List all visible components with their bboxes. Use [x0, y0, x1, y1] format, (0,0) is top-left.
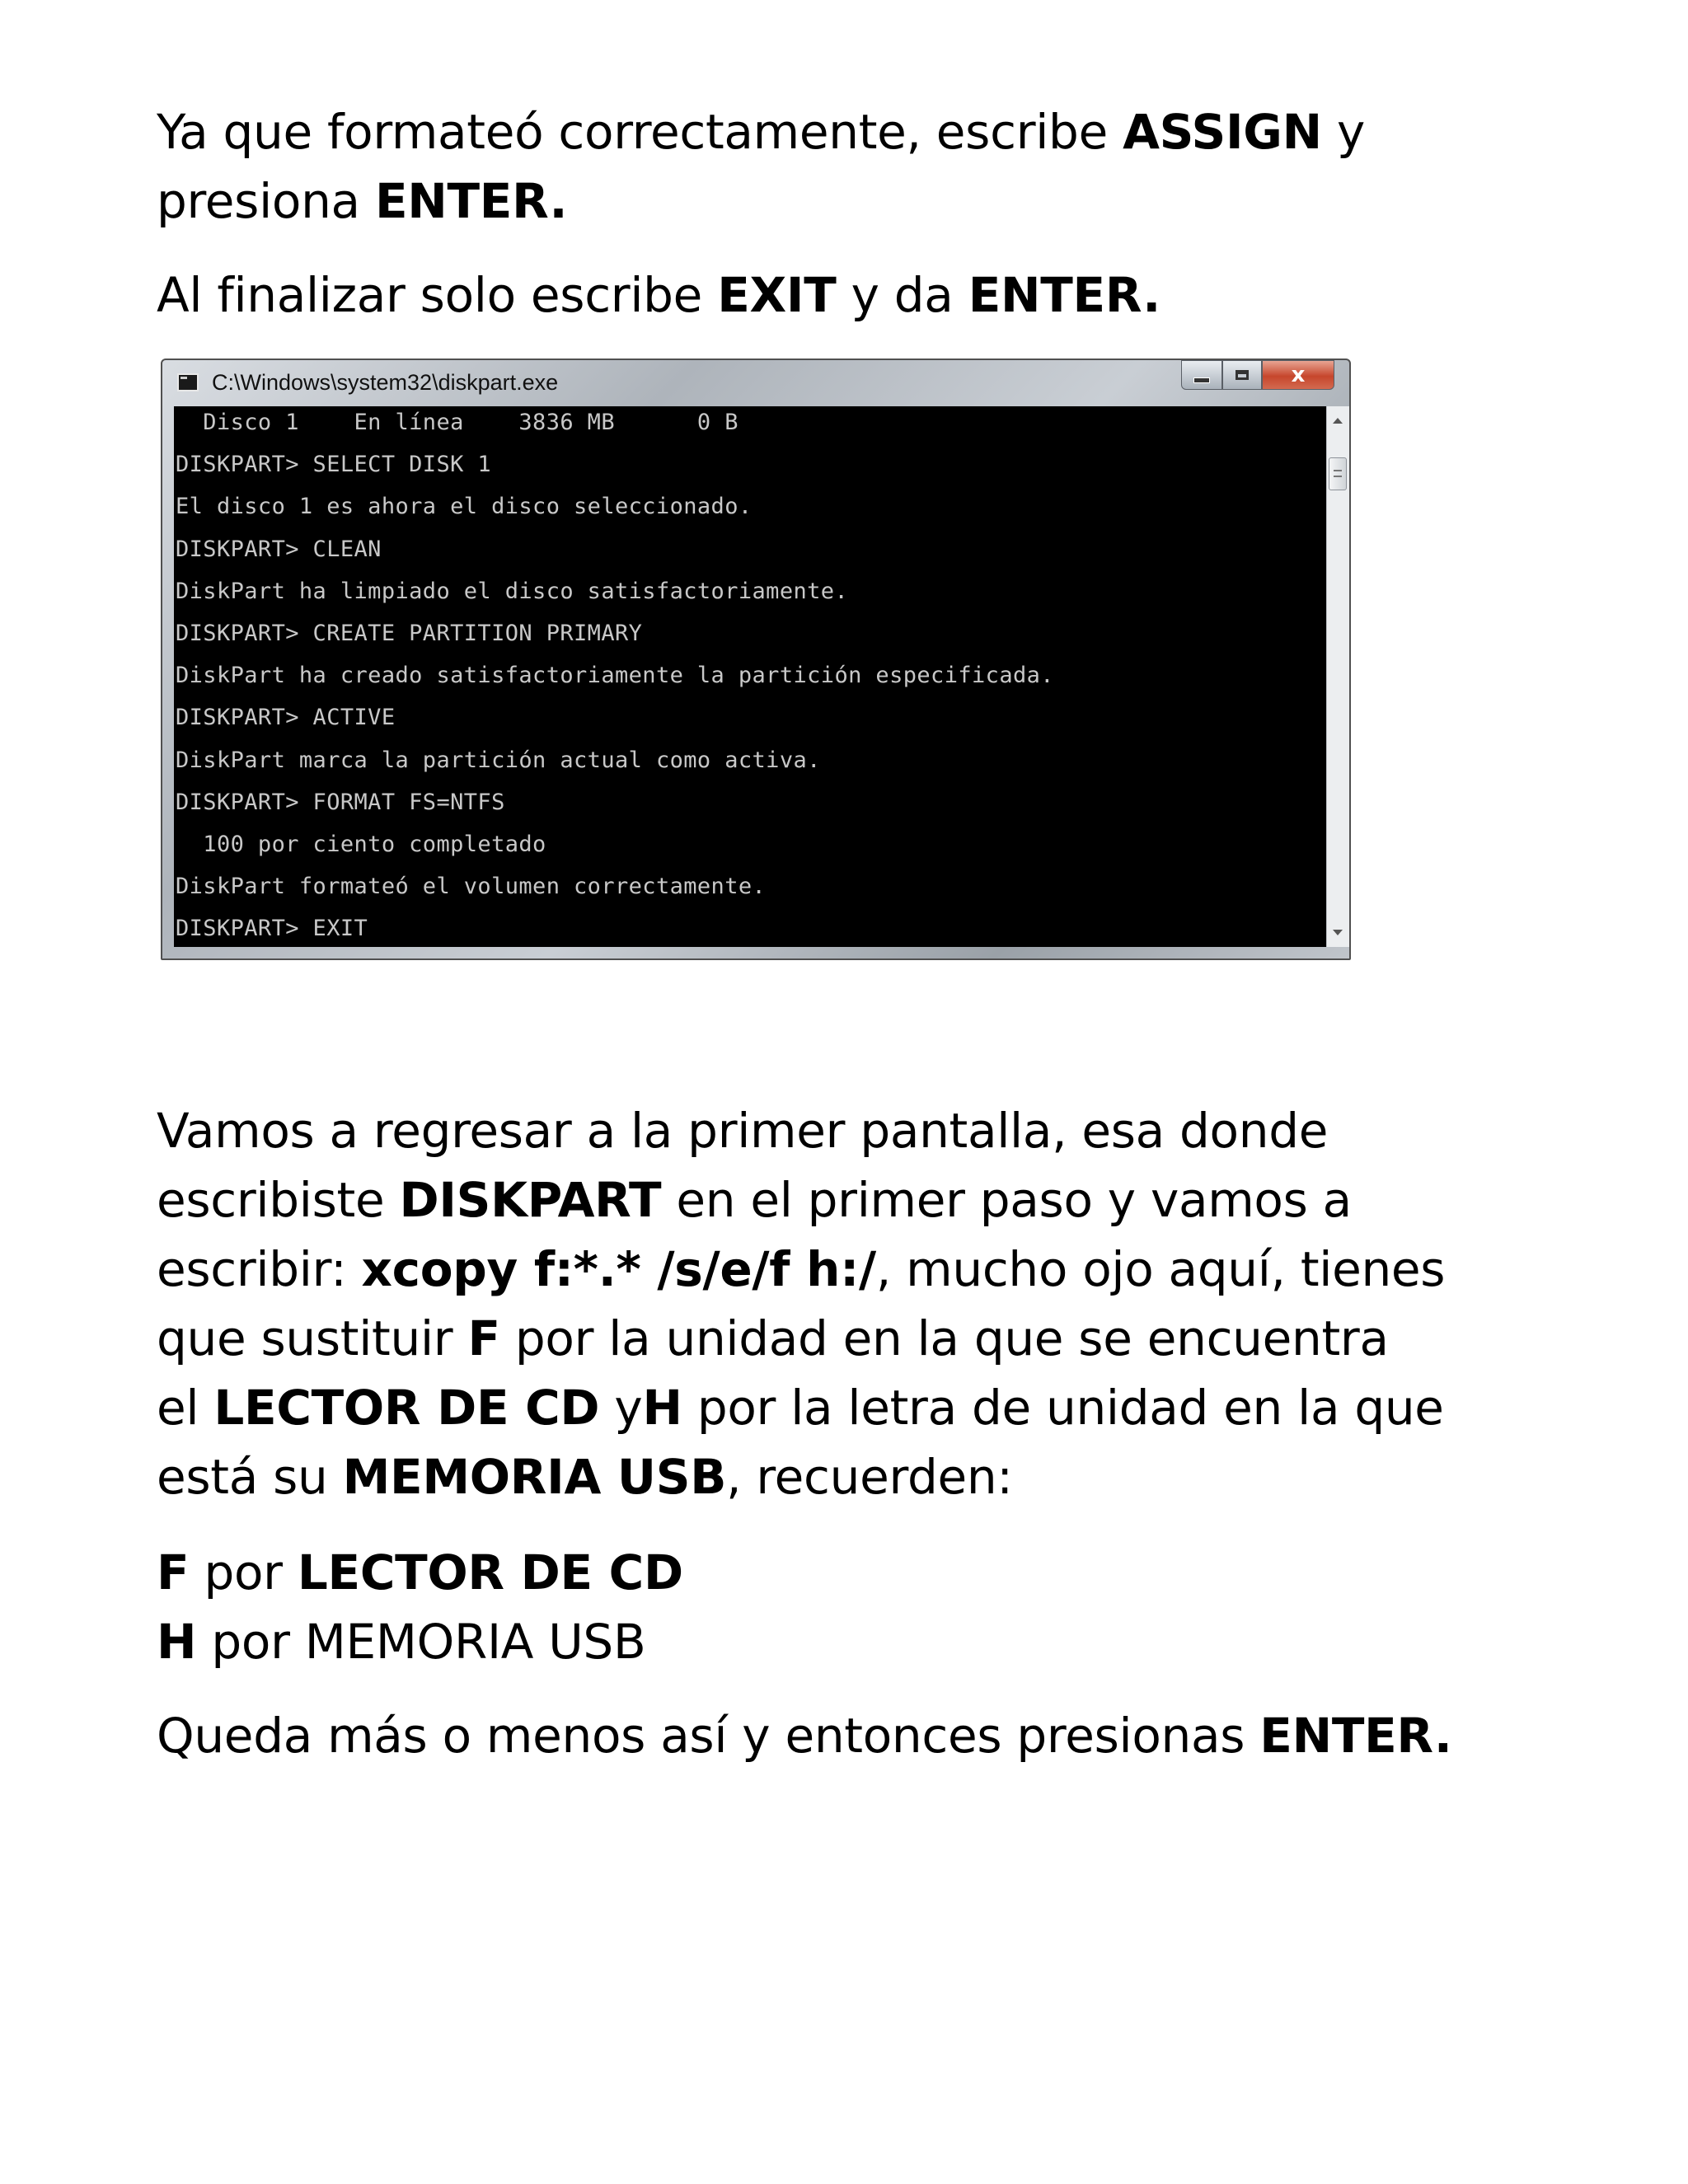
- bold-text: H: [157, 1614, 197, 1670]
- maximize-icon: [1236, 370, 1249, 380]
- text: por MEMORIA USB: [196, 1614, 646, 1670]
- console-output[interactable]: [174, 406, 1326, 947]
- text: , recuerden:: [726, 1449, 1013, 1505]
- bold-command: xcopy f:*.* /s/e/f h:/: [361, 1241, 876, 1297]
- console-line: DiskPart formateó el volumen correctamente.: [176, 874, 767, 900]
- text: por la letra de unidad en la que: [682, 1380, 1444, 1436]
- window-title: C:\Windows\system32\diskpart.exe: [212, 370, 559, 395]
- minimize-button[interactable]: [1181, 360, 1222, 390]
- text: y da: [836, 267, 968, 323]
- diskpart-window: [161, 359, 1351, 960]
- paragraph-xcopy: [157, 1096, 1541, 1511]
- text: , mucho ojo aquí, tienes: [875, 1241, 1446, 1297]
- text: por: [189, 1544, 298, 1601]
- console-app-icon[interactable]: [177, 373, 199, 391]
- bold-text: EXIT: [717, 267, 837, 323]
- console-line: DISKPART> CREATE PARTITION PRIMARY: [176, 621, 643, 646]
- bold-text: ENTER.: [1259, 1708, 1452, 1764]
- bold-text: F: [467, 1310, 500, 1366]
- minimize-icon: [1193, 377, 1210, 383]
- bold-text: ASSIGN: [1123, 104, 1322, 160]
- console-line: DISKPART> EXIT: [176, 916, 368, 942]
- paragraph-mapping: [157, 1538, 1541, 1676]
- maximize-button[interactable]: [1222, 360, 1262, 390]
- console-line: DiskPart ha limpiado el disco satisfactoriamente.: [176, 578, 849, 604]
- text: escribiste: [157, 1172, 400, 1228]
- text: por la unidad en la que se encuentra: [499, 1310, 1389, 1366]
- text: presiona: [157, 173, 375, 229]
- text: Al finalizar solo escribe: [157, 267, 718, 323]
- paragraph-assign: [157, 97, 1541, 236]
- bold-text: LECTOR DE CD: [213, 1380, 600, 1436]
- console-line: DiskPart marca la partición actual como activa.: [176, 747, 821, 773]
- console-line: DISKPART> FORMAT FS=NTFS: [176, 789, 505, 815]
- console-line: 100 por ciento completado: [176, 832, 546, 857]
- console-line: DISKPART> CLEAN: [176, 536, 382, 562]
- bold-text: ENTER.: [968, 267, 1161, 323]
- bold-text: MEMORIA USB: [342, 1449, 727, 1505]
- close-button[interactable]: [1262, 360, 1334, 390]
- bold-text: F: [157, 1544, 190, 1601]
- window-controls: [1181, 360, 1334, 393]
- text: y: [1321, 104, 1366, 160]
- vertical-scrollbar[interactable]: [1326, 406, 1349, 947]
- scroll-up-icon[interactable]: [1333, 418, 1343, 424]
- text: Queda más o menos así y entonces presionas: [157, 1708, 1260, 1764]
- console-line: El disco 1 es ahora el disco seleccionado.: [176, 494, 753, 520]
- bold-text: H: [642, 1380, 682, 1436]
- text: Vamos a regresar a la primer pantalla, esa donde: [157, 1103, 1329, 1159]
- text: el: [157, 1380, 214, 1436]
- text: escribir:: [157, 1241, 362, 1297]
- console-line: DiskPart ha creado satisfactoriamente la partición especificada.: [176, 663, 1054, 689]
- text: y: [599, 1380, 643, 1436]
- bold-text: ENTER.: [374, 173, 568, 229]
- paragraph-exit: [157, 260, 1541, 330]
- console-line: DISKPART> ACTIVE: [176, 705, 396, 731]
- paragraph-enter: [157, 1701, 1541, 1770]
- text: en el primer paso y vamos a: [661, 1172, 1352, 1228]
- close-icon: x: [1291, 363, 1306, 387]
- console-line: DISKPART> SELECT DISK 1: [176, 452, 492, 478]
- console-line: Disco 1 En línea 3836 MB 0 B: [176, 410, 738, 435]
- text: está su: [157, 1449, 343, 1505]
- scroll-thumb[interactable]: [1329, 457, 1347, 490]
- text: que sustituir: [157, 1310, 468, 1366]
- bold-text: LECTOR DE CD: [297, 1544, 683, 1601]
- bold-text: DISKPART: [399, 1172, 662, 1228]
- window-titlebar[interactable]: [162, 360, 1349, 406]
- scroll-down-icon[interactable]: [1333, 930, 1343, 935]
- text: Ya que formateó correctamente, escribe: [157, 104, 1123, 160]
